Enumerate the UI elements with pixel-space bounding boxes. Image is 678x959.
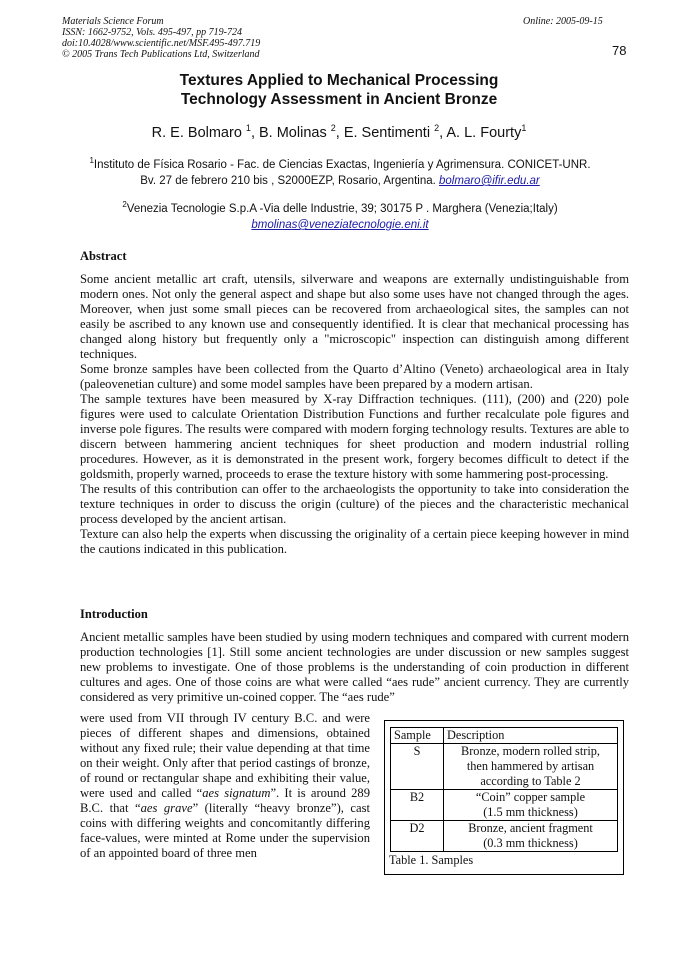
affiliation-1 bbox=[70, 153, 610, 189]
table-caption: Table 1. Samples bbox=[389, 853, 474, 867]
table-header-row bbox=[391, 728, 618, 744]
author-affil-mark: 2 bbox=[434, 123, 440, 133]
affiliation-mark: 1 bbox=[89, 156, 94, 165]
abstract-body bbox=[80, 272, 629, 557]
author-separator: , bbox=[335, 125, 344, 141]
abstract-paragraph: The sample textures have been measured by X-ray Diffraction techniques. (111), (200) and (220) pole figures were used to calculate Orientation Distribution Functions and further recalculate pole figures and inverse pole figures. The results were compared with modern forging technology results. Textures are able to discern between hammering ancient techniques for sheet production and modern industrial rolling procedures. However, as it is demonstrated in the present work, forgery becomes difficult to detect if the goldsmith, properly warned, proceeds to erase the texture history with some hammering post-processing. bbox=[80, 392, 629, 481]
table-row bbox=[391, 744, 618, 790]
affiliation-2 bbox=[70, 197, 610, 233]
sample-cell: D2 bbox=[391, 821, 444, 852]
introduction-heading: Introduction bbox=[80, 607, 148, 621]
introduction-paragraph: Ancient metallic samples have been studied by using modern techniques and compared with current modern production technologies [1]. Still some ancient technologies are under discussion or new samples suggest new problems to investigate. One of those problems is the understanding of coin production in different cultures and ages. One of those coins are what were called “aes rude” ancient currency. They are currently considered as very primitive un-coined copper. The “aes rude” bbox=[80, 630, 629, 704]
abstract-paragraph: The results of this contribution can offer to the archaeologists the opportunity to take into consideration the texture techniques in order to discuss the origin (culture) of the pieces and the characteristic mechanical process developed by the ancient artisan. bbox=[80, 482, 629, 526]
online-date: Online: 2005-09-15 bbox=[523, 16, 603, 27]
affiliation-line: Venezia Tecnologie S.p.A -Via delle Industrie, 39; 30175 P . Marghera (Venezia;Italy) bbox=[126, 203, 558, 215]
author-name: B. Molinas bbox=[259, 125, 327, 141]
title-line-2: Technology Assessment in Ancient Bronze bbox=[180, 91, 498, 108]
samples-table bbox=[390, 727, 618, 852]
paper-title bbox=[0, 71, 678, 109]
author-affil-mark: 1 bbox=[521, 123, 527, 133]
author-name: E. Sentimenti bbox=[343, 125, 431, 141]
journal-meta bbox=[62, 16, 260, 60]
affiliation-line: Instituto de Física Rosario - Fac. de Ciencias Exactas, Ingeniería y Agrimensura. CONICET-UNR. bbox=[93, 159, 591, 171]
intro-emphasis: aes signatum bbox=[202, 786, 271, 800]
affiliation-address: Bv. 27 de febrero 210 bis , S2000EZP, Rosario, Argentina. bbox=[140, 175, 440, 187]
author-name: R. E. Bolmaro bbox=[151, 125, 242, 141]
author-separator: , bbox=[439, 125, 447, 141]
author-separator: , bbox=[250, 125, 259, 141]
description-cell bbox=[444, 821, 618, 852]
table-header-cell: Sample bbox=[391, 728, 444, 744]
author-name: A. L. Fourty bbox=[446, 125, 522, 141]
affiliation-mark: 2 bbox=[122, 200, 127, 209]
journal-name: Materials Science Forum bbox=[62, 16, 164, 27]
description-line: (0.3 mm thickness) bbox=[483, 836, 578, 850]
email-link[interactable]: bmolinas@veneziatecnologie.eni.it bbox=[251, 219, 429, 231]
sample-cell: B2 bbox=[391, 790, 444, 821]
description-cell bbox=[444, 744, 618, 790]
page-number: 78 bbox=[612, 43, 627, 58]
description-line: according to Table 2 bbox=[480, 774, 581, 788]
author-affil-mark: 2 bbox=[330, 123, 336, 133]
author-list bbox=[0, 123, 678, 141]
description-line: then hammered by artisan bbox=[466, 759, 595, 773]
abstract-heading: Abstract bbox=[80, 249, 127, 263]
description-line: Bronze, modern rolled strip, bbox=[461, 744, 600, 758]
copyright-line: © 2005 Trans Tech Publications Ltd, Switzerland bbox=[62, 49, 260, 60]
table-header-cell: Description bbox=[444, 728, 618, 744]
description-line: Bronze, ancient fragment bbox=[468, 821, 593, 835]
abstract-paragraph: Some ancient metallic art craft, utensils, silverware and weapons are externally undistinguishable from modern ones. Not only the general aspect and shape but also some uses have not changed through the ages. Moreover, when just some small pieces can be recovered from archaeological sites, the samples can not easily be ascribed to any known use and consequently identified. It is clear that mechanical processing has changed along history but frequently only a "microscopic" inspection can distinguish among different techniques. bbox=[80, 272, 629, 361]
doi-line: doi:10.4028/www.scientific.net/MSF.495-497.719 bbox=[62, 38, 261, 49]
intro-text-run: ” (literally “heavy bronze”), cast coins with differing weights and concomitantly differing face-values, were minted at Rome under the supervision of an appointed board of three men bbox=[80, 801, 370, 860]
abstract-paragraph: Texture can also help the experts when discussing the originality of a certain piece keeping however in mind the cautions indicated in this publication. bbox=[80, 527, 629, 556]
introduction-column-text bbox=[80, 711, 370, 861]
intro-text-run: were used from VII through IV century B.C. and were pieces of different shapes and dimensions, obtained without any fixed rule; their value depending at that time on their weight. Only after that period castings of bronze, of round or rectangular shape and exhibiting their value, were used and called “ bbox=[80, 711, 370, 800]
samples-table-box bbox=[384, 720, 624, 875]
abstract-paragraph: Some bronze samples have been collected from the Quarto d’Altino (Veneto) archaeological area in Italy (paleovenetian culture) and some model samples have been prepared by a modern artisan. bbox=[80, 362, 629, 391]
intro-emphasis: aes grave bbox=[140, 801, 193, 815]
introduction-body bbox=[80, 630, 629, 705]
description-line: “Coin” copper sample bbox=[475, 790, 586, 804]
intro-text-run: ”. It is around 289 B.C. that “ bbox=[80, 786, 370, 815]
issn-line: ISSN: 1662-9752, Vols. 495-497, pp 719-724 bbox=[62, 27, 242, 38]
title-line-1: Textures Applied to Mechanical Processing bbox=[179, 72, 499, 89]
table-row bbox=[391, 821, 618, 852]
sample-cell: S bbox=[391, 744, 444, 790]
author-affil-mark: 1 bbox=[245, 123, 251, 133]
description-cell bbox=[444, 790, 618, 821]
email-link[interactable]: bolmaro@ifir.edu.ar bbox=[439, 175, 540, 187]
table-row bbox=[391, 790, 618, 821]
description-line: (1.5 mm thickness) bbox=[483, 805, 578, 819]
